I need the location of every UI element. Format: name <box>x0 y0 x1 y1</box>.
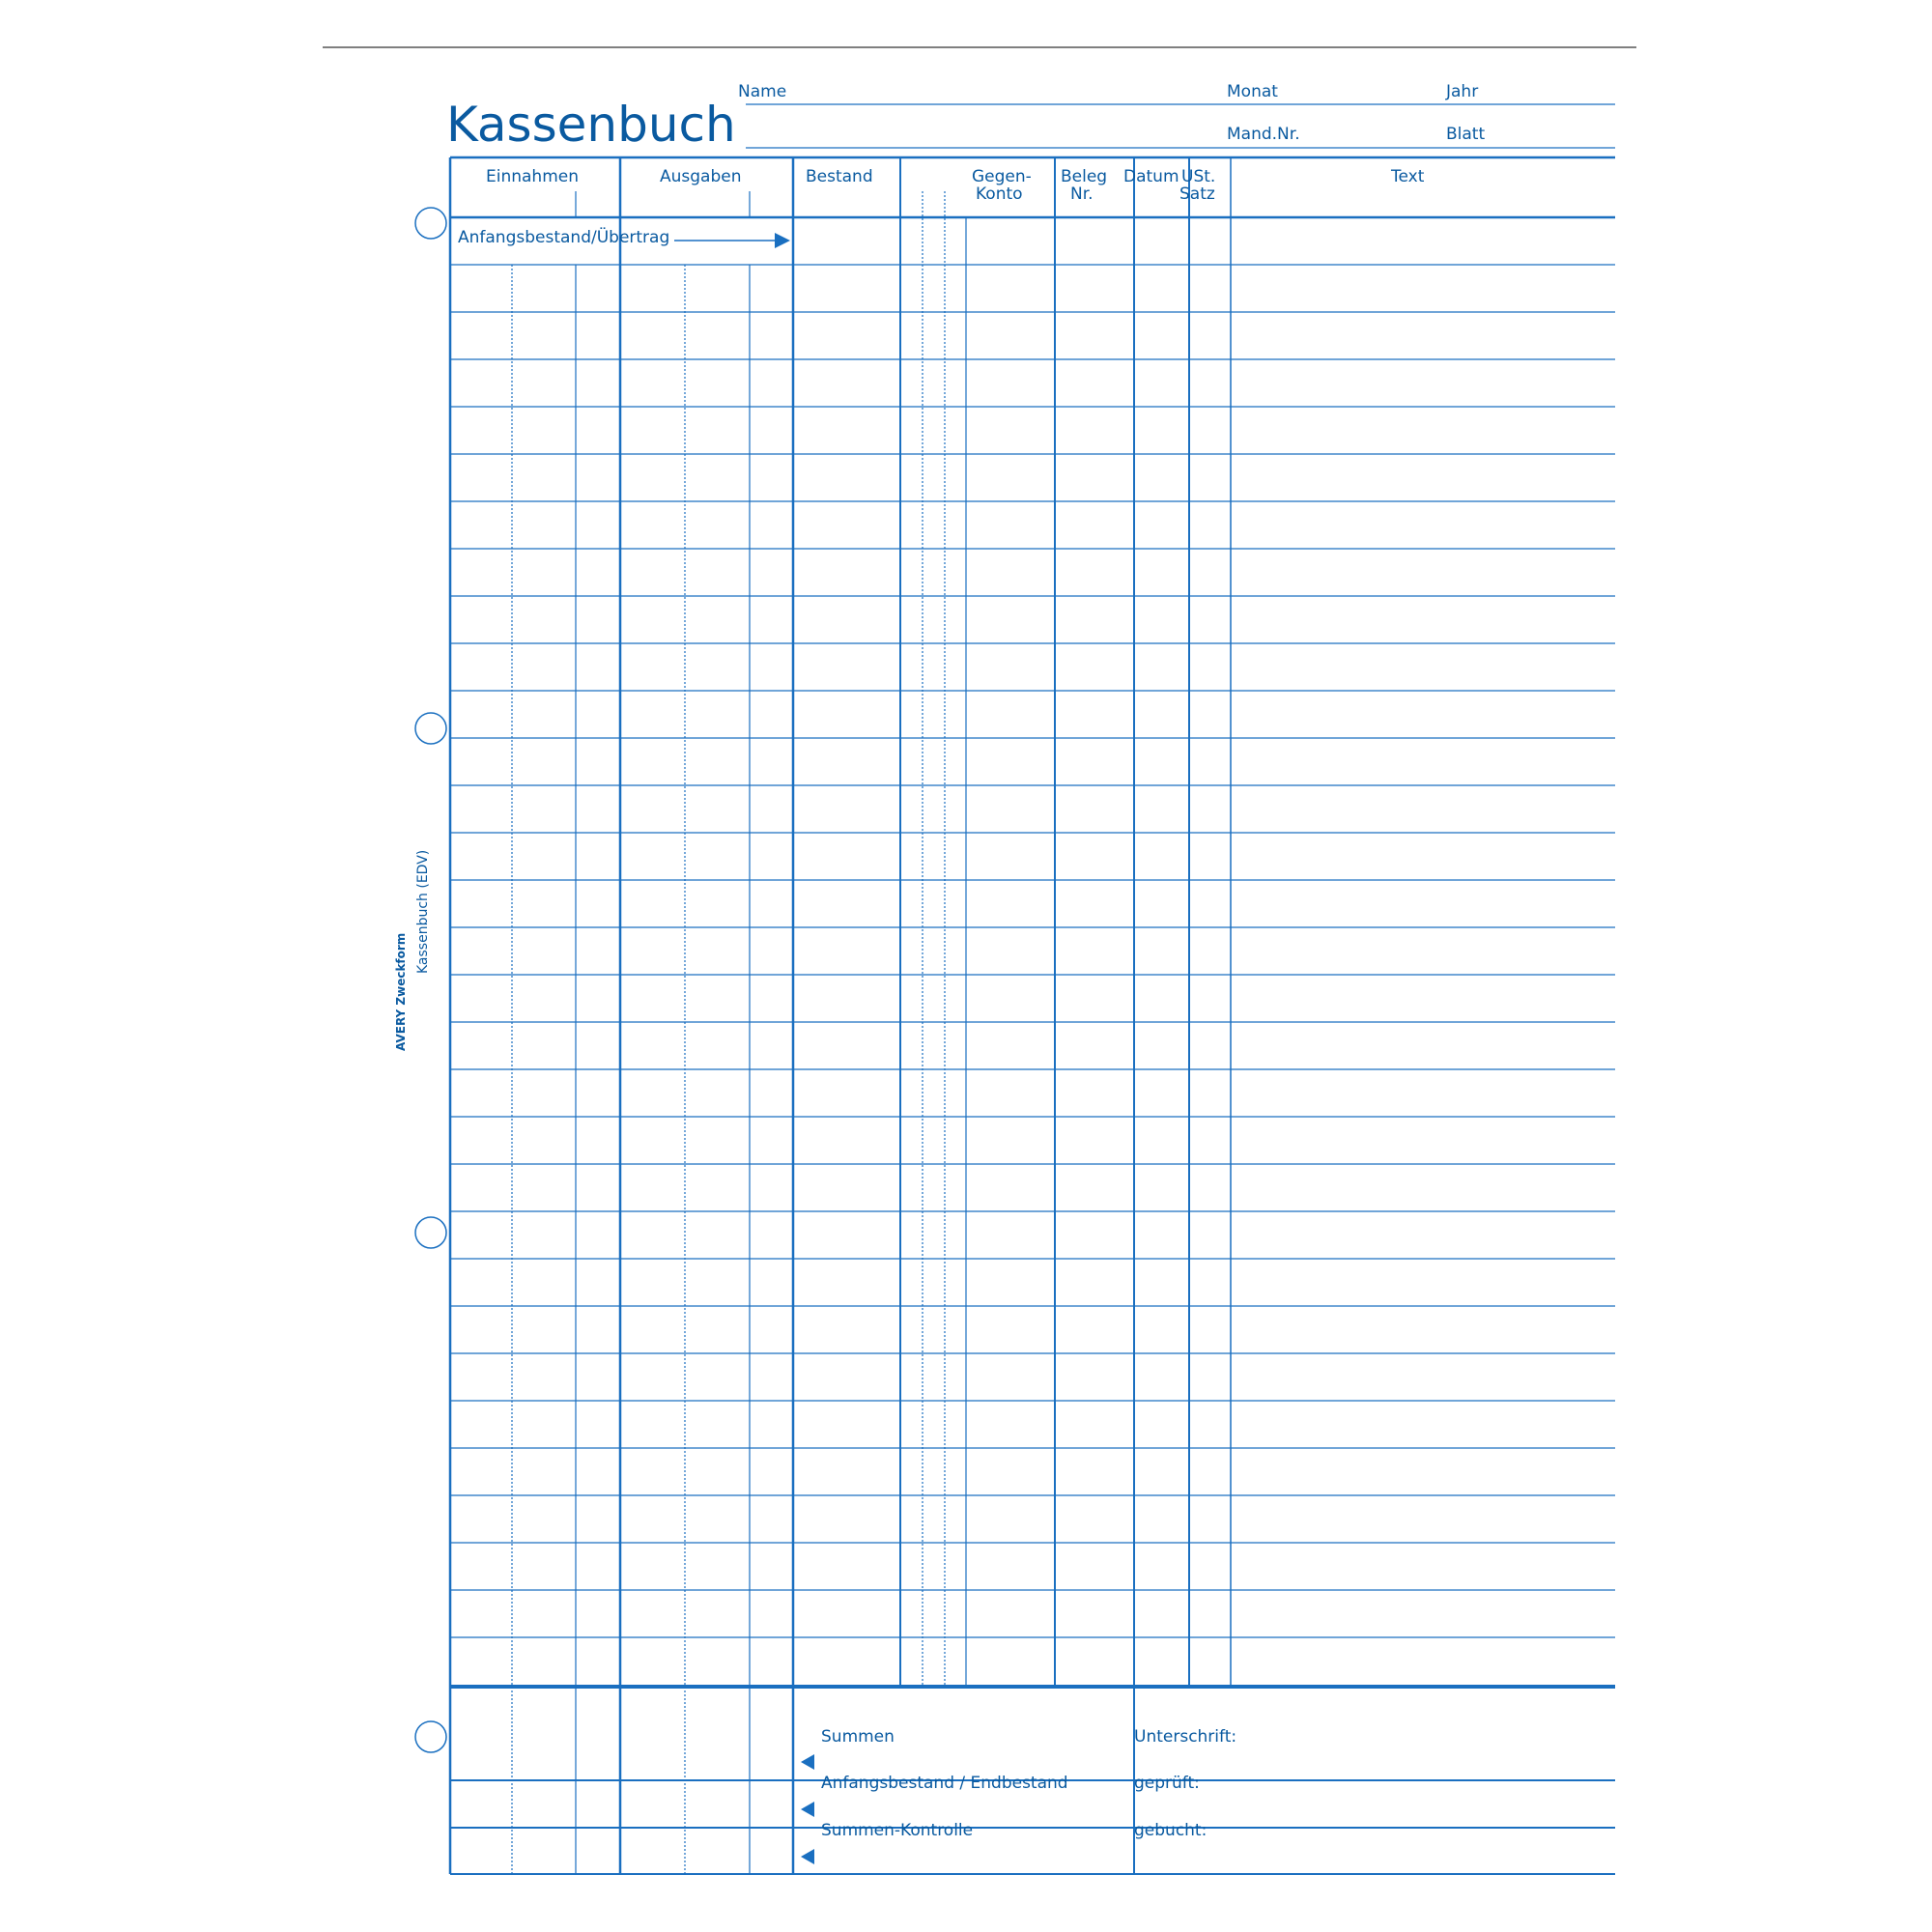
col-gegenkonto-2: Konto <box>976 185 1023 204</box>
col-ausgaben: Ausgaben <box>660 167 742 186</box>
punch-hole <box>415 208 446 239</box>
col-bestand: Bestand <box>806 167 873 186</box>
col-ust-2: Satz <box>1179 185 1215 204</box>
col-text: Text <box>1391 167 1425 186</box>
footer-summen-arrow <box>801 1754 814 1770</box>
footer-summen: Summen <box>821 1727 895 1747</box>
col-beleg-2: Nr. <box>1070 185 1094 204</box>
name-label: Name <box>738 82 787 101</box>
punch-hole <box>415 1721 446 1752</box>
avery-logo <box>394 933 408 1051</box>
col-einnahmen: Einnahmen <box>486 167 579 186</box>
col-beleg-1: Beleg <box>1061 167 1108 186</box>
mand-nr-label: Mand.Nr. <box>1227 125 1300 144</box>
footer-gebucht: gebucht: <box>1134 1821 1208 1840</box>
col-datum: Datum <box>1123 167 1179 186</box>
blatt-label: Blatt <box>1446 125 1486 144</box>
page-title: Kassenbuch <box>446 97 736 153</box>
monat-label: Monat <box>1227 82 1278 101</box>
footer-unterschrift: Unterschrift: <box>1134 1727 1237 1747</box>
footer-anfangsbestand-arrow <box>801 1802 814 1817</box>
avery-logo-text: AVERY Zweckform <box>394 932 408 1051</box>
col-gegenkonto-1: Gegen- <box>972 167 1032 186</box>
punch-hole <box>415 713 446 744</box>
carryover-arrow-head <box>775 233 790 248</box>
col-ust-1: USt. <box>1181 167 1216 186</box>
carryover-label: Anfangsbestand/Übertrag <box>458 228 670 247</box>
side-label: Kassenbuch (EDV) <box>415 849 431 974</box>
footer-summen-kontrolle: Summen-Kontrolle <box>821 1821 974 1840</box>
punch-hole <box>415 1217 446 1248</box>
footer-anfangsbestand-endbestand: Anfangsbestand / Endbestand <box>821 1774 1068 1793</box>
jahr-label: Jahr <box>1446 82 1479 101</box>
footer-geprueft: geprüft: <box>1134 1774 1200 1793</box>
footer-kontrolle-arrow <box>801 1849 814 1864</box>
